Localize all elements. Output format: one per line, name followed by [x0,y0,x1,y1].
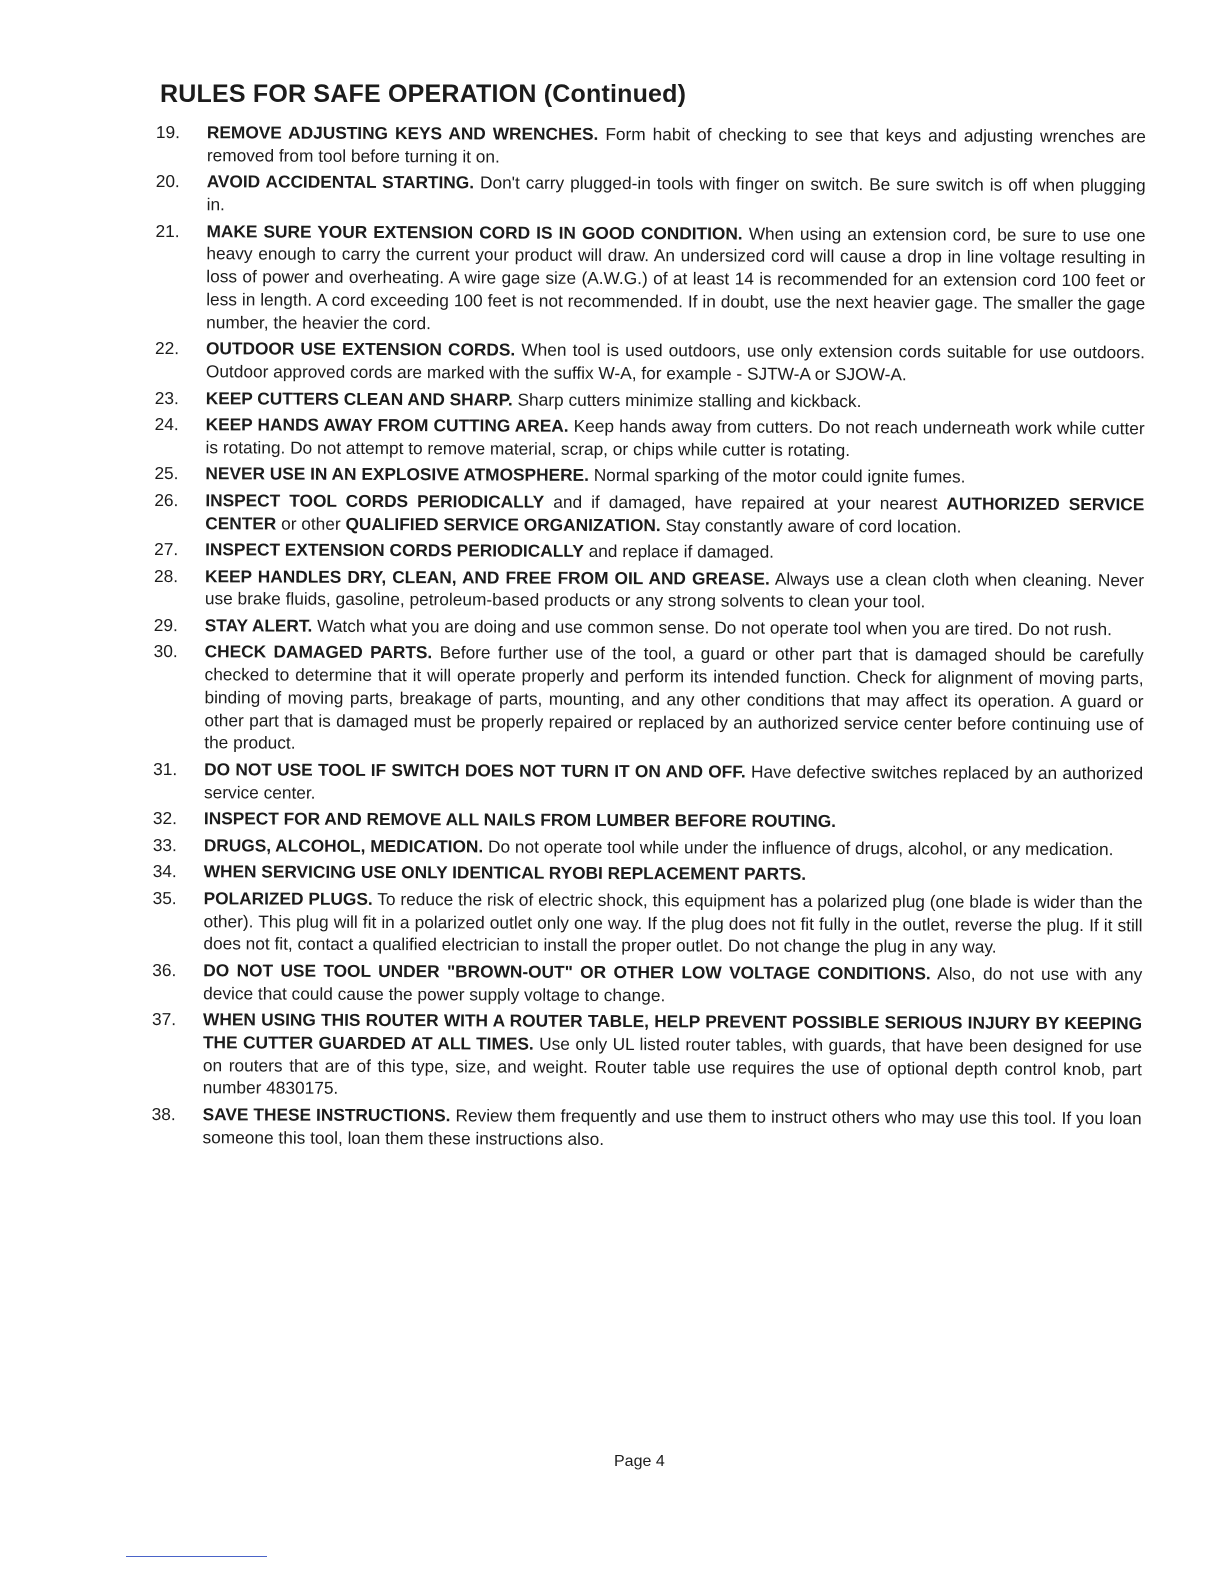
rule-text: Keep hands away from cutters. Do not reach underneath work while cutter is rotating. Do not attempt to remove material, scrap, or chips while cutter is rotating. [205,415,1145,460]
rule-item [154,565,1144,615]
rule-number: 38. [151,1103,176,1125]
rule-heading: DRUGS, ALCOHOL, MEDICATION. [203,834,484,857]
rule-heading: REMOVE ADJUSTING KEYS AND WRENCHES. [206,122,599,144]
rule-text-emphasis: QUALIFIED SERVICE ORGANIZATION. [345,513,661,535]
rule-heading: CHECK DAMAGED PARTS. [204,641,433,663]
rule-text: Watch what you are doing and use common sense. Do not operate tool when you are tired. Do not rush. [317,615,1112,639]
rule-text: Stay constantly aware of cord location. [665,514,962,537]
rule-heading: SAVE THESE INSTRUCTIONS. [202,1104,451,1126]
rule-heading: KEEP CUTTERS CLEAN AND SHARP. [205,387,513,410]
rule-item [152,959,1142,1009]
rule-text: Do not operate tool while under the influence of drugs, alcohol, or any medication. [487,836,1114,859]
rule-number: 23. [154,387,179,408]
rule-item [153,758,1143,808]
rule-text: Form habit of checking to see that keys and adjusting wrenches are removed from tool before turning it on. [206,123,1146,167]
rule-heading: WHEN SERVICING USE ONLY IDENTICAL RYOBI REPLACEMENT PARTS. [203,861,807,885]
rule-heading: DO NOT USE TOOL IF SWITCH DOES NOT TURN IT ON AND OFF. [204,759,746,782]
rule-number: 27. [154,539,179,560]
rule-heading: STAY ALERT. [204,615,313,636]
rule-text: or other [281,513,341,534]
rule-item [155,220,1145,338]
page-number: Page 4 [614,1453,665,1470]
rule-heading: INSPECT EXTENSION CORDS PERIODICALLY [205,539,584,561]
rule-number: 30. [153,641,178,662]
rule-text: Also, do not use with any device that could cause the power supply voltage to change. [203,963,1143,1005]
rule-item [156,170,1146,220]
rule-number: 24. [154,413,179,435]
rule-item [155,413,1145,463]
rule-number: 26. [154,489,179,510]
rule-item [156,121,1146,171]
rule-item [152,1103,1142,1153]
rule-text: When tool is used outdoors, use only extension cords suitable for use outdoors. Outdoor approved cords are marked with the suffix W-A, for example - SJTW-A or SJOW-A. [205,339,1146,385]
rule-heading: KEEP HANDLES DRY, CLEAN, AND FREE FROM OIL AND GREASE. [204,565,770,589]
rule-item [154,538,1144,565]
rule-number: 29. [153,614,178,635]
rule-text: Always use a clean cloth when cleaning. Never use brake fluids, gasoline, petroleum-based products or any strong solvents to clean your tool. [204,568,1145,612]
rule-number: 19. [155,121,181,143]
rule-item [154,462,1144,489]
rule-heading: MAKE SURE YOUR EXTENSION CORD IS IN GOOD CONDITION. [206,220,743,244]
rule-number: 25. [154,463,179,484]
rule-item [153,834,1143,861]
rule-item [152,1008,1142,1104]
rule-heading: KEEP HANDS AWAY FROM CUTTING AREA. [205,414,569,436]
rule-heading: DO NOT USE TOOL UNDER "BROWN-OUT" OR OTHER LOW VOLTAGE CONDITIONS. [203,959,931,984]
rule-heading: INSPECT TOOL CORDS PERIODICALLY [205,489,545,512]
rule-heading: WHEN USING THIS ROUTER WITH A ROUTER TABLE, HELP PREVENT POSSIBLE SERIOUS INJURY BY KEEPING THE CUTTER GUARDED AT ALL TIMES. [202,1009,1143,1054]
rule-item [155,387,1145,414]
rule-text: To reduce the risk of electric shock, this equipment has a polarized plug (one blade is wider than the other). This plug will fit in a polarized outlet only one way. If the plug does not fit fully in the outlet, reverse the plug. If it still does not fit, contact a qualified electrician to install the proper outlet. Do not change the plug in any way. [203,888,1143,957]
rule-text: Sharp cutters minimize stalling and kickback. [517,389,862,411]
rule-heading: OUTDOOR USE EXTENSION CORDS. [205,338,516,360]
rule-number: 34. [152,861,177,882]
rule-number: 22. [154,338,180,359]
rule-number: 36. [152,959,177,980]
rule-text-emphasis: AUTHORIZED SERVICE CENTER [205,493,1145,534]
rule-number: 31. [153,758,178,780]
rule-item [154,614,1144,641]
rule-number: 35. [152,887,177,908]
rule-text: Review them frequently and use them to instruct others who may use this tool. If you loan someone this tool, loan them these instructions also. [202,1105,1142,1149]
rule-item [153,860,1143,887]
rule-heading: INSPECT FOR AND REMOVE ALL NAILS FROM LUMBER BEFORE ROUTING. [203,808,837,832]
rules-list [152,121,1146,1157]
rule-text: and if damaged, have repaired at your nearest [553,491,938,514]
rule-text: Normal sparking of the motor could ignite fumes. [593,465,966,487]
rule-item [154,489,1144,539]
rule-heading: AVOID ACCIDENTAL STARTING. [206,171,475,193]
rule-heading: NEVER USE IN AN EXPLOSIVE ATMOSPHERE. [205,463,589,486]
rule-text: Don't carry plugged-in tools with finger on switch. Be sure switch is off when plugging in. [206,172,1146,215]
rule-number: 21. [155,220,180,241]
scan-mark-line [126,1556,267,1557]
rule-number: 20. [155,171,180,192]
rule-text: Use only UL listed router tables, with guards, that have been designed for use on routers that are of this type, size, and weight. Router table use requires the use of optional depth control knob, part number 4830175. [202,1033,1143,1099]
rule-text: Have defective switches replaced by an authorized service center. [204,761,1144,803]
rule-item [152,887,1142,960]
rule-number: 32. [152,808,178,829]
rule-number: 37. [152,1009,177,1030]
rule-text: When using an extension cord, be sure to use one heavy enough to carry the current your product will draw. An undersized cord will cause a drop in line voltage resulting in loss of power and overheating. A wire gage size (A.W.G.) of at least 14 is recommended for an extension cord 100 feet or less in length. A cord exceeding 100 feet is not recommended. If in doubt, use the next heavier gage. The smaller the gage number, the heavier the cord. [206,223,1146,333]
rule-text: Before further use of the tool, a guard or other part that is damaged should be carefully checked to determine that it will operate properly and perform its intended function. Check for alignment of moving parts, binding of moving parts, breakage of parts, mounting, and any other conditions that may affect its operation. A guard or other part that is damaged must be properly repaired or replaced by an authorized service center before continuing use of the product. [204,642,1144,754]
rule-item [153,807,1143,834]
rule-text: and replace if damaged. [588,540,775,562]
rule-item [153,640,1143,758]
rule-heading: POLARIZED PLUGS. [203,887,373,909]
rule-item [155,337,1145,387]
rule-number: 33. [152,834,177,855]
page-title: RULES FOR SAFE OPERATION (Continued) [160,80,687,108]
rule-number: 28. [153,565,179,586]
